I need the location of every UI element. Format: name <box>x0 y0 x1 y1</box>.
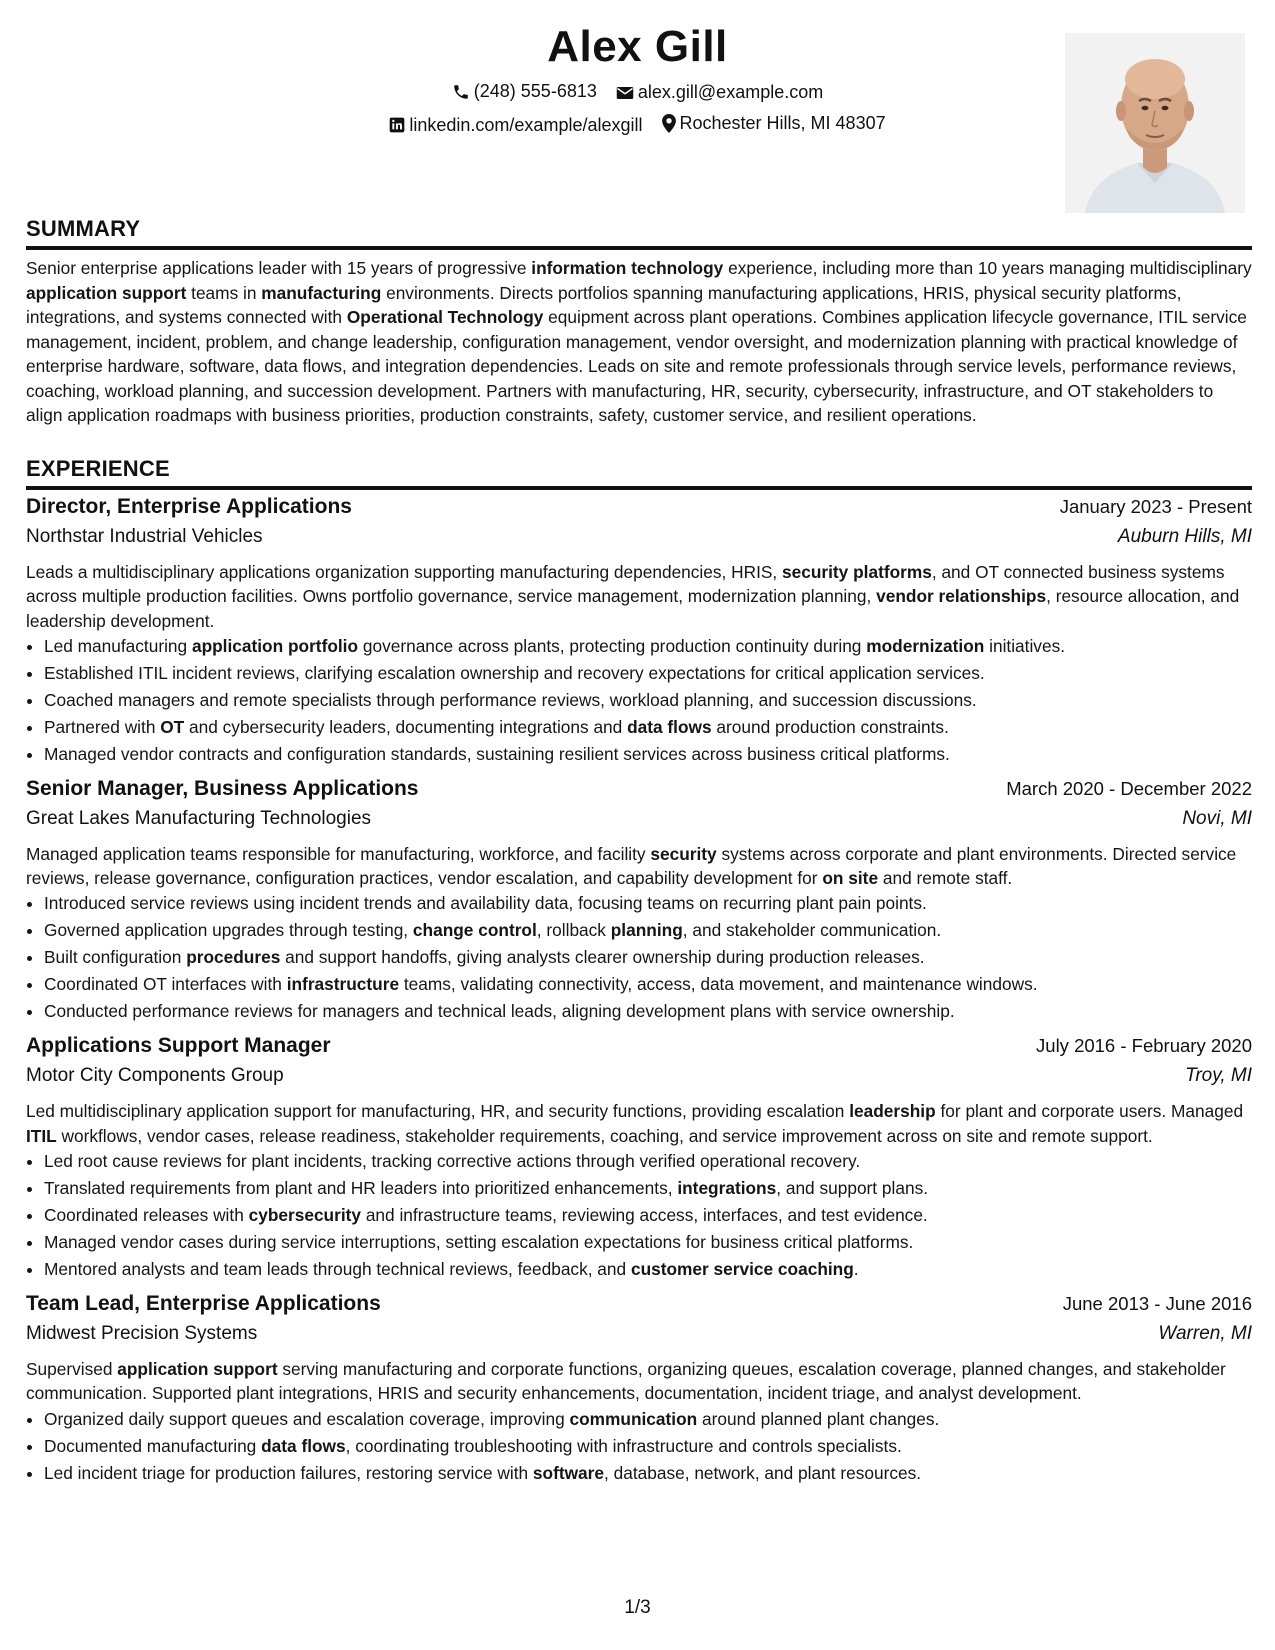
bullet-item: • Established ITIL incident reviews, clarifying escalation ownership and recovery expectations for critical application services. <box>44 660 1252 687</box>
job-subheader <box>26 808 1252 838</box>
job-location: Warren, MI <box>1158 1323 1252 1345</box>
experience-list <box>26 495 1252 1487</box>
phone-icon <box>452 83 470 101</box>
page-number: 1/3 <box>624 1597 651 1618</box>
job-location: Auburn Hills, MI <box>1117 526 1252 547</box>
job-description: Led multidisciplinary application support for manufacturing, HR, and security functions, providing escalation leadership for plant and corporate users. Managed ITIL workflows, vendor cases, release readiness, stakeholder requirements, coaching, and service improvement across on site and remote support. <box>26 1101 1244 1146</box>
job-title: Director, Enterprise Applications <box>26 495 352 518</box>
bullet-item: • Built configuration procedures and support handoffs, giving analysts clearer ownership during production releases. <box>44 944 1252 971</box>
bullet-item: • Mentored analysts and team leads through technical reviews, feedback, and customer service coaching. <box>44 1256 1252 1283</box>
job-description: Supervised application support serving manufacturing and corporate functions, organizing queues, escalation coverage, planned changes, and stakeholder communication. Supported plant integrations, HRIS and security enhancements, documentation, incident triage, and analyst development. <box>26 1359 1226 1404</box>
bullet-item: • Partnered with OT and cybersecurity leaders, documenting integrations and data flows around production constraints. <box>44 714 1252 741</box>
email-link[interactable]: alex.gill@example.com <box>637 82 824 102</box>
address-contact <box>662 113 886 134</box>
job-title: Team Lead, Enterprise Applications <box>26 1292 381 1316</box>
bullet-item: • Coached managers and remote specialists through performance reviews, workload planning, and succession discussions. <box>44 687 1252 714</box>
bullet-item: • Introduced service reviews using incident trends and availability data, focusing teams on recurring plant pain points. <box>44 890 1252 917</box>
bullet-item: • Led root cause reviews for plant incidents, tracking corrective actions through verified operational recovery. <box>44 1148 1252 1175</box>
bullet-item: • Led manufacturing application portfolio governance across plants, protecting production continuity during modernization initiatives. <box>44 633 1252 660</box>
job-dates: January 2023 - Present <box>1059 496 1252 517</box>
address-text: Rochester Hills, MI 48307 <box>679 113 886 133</box>
company-name: Northstar Industrial Vehicles <box>26 526 263 547</box>
bullet-item: • Conducted performance reviews for managers and technical leads, aligning development plans with service ownership. <box>44 998 1252 1025</box>
bullet-item: • Organized daily support queues and escalation coverage, improving communication around planned plant changes. <box>44 1406 1252 1433</box>
job-dates: March 2020 - December 2022 <box>1006 777 1252 799</box>
job-header <box>26 1292 1252 1323</box>
map-pin-icon <box>662 114 676 133</box>
experience-heading: EXPERIENCE <box>26 456 1252 490</box>
job-entry <box>26 495 1252 768</box>
bullet-item: • Managed vendor contracts and configuration standards, sustaining resilient services across business critical platforms. <box>44 741 1252 768</box>
job-header <box>26 495 1252 526</box>
job-entry <box>26 1034 1252 1283</box>
phone-contact <box>452 81 597 102</box>
email-contact[interactable] <box>616 82 823 103</box>
job-title: Senior Manager, Business Applications <box>26 776 419 800</box>
job-description: Managed application teams responsible for manufacturing, workforce, and facility security systems across corporate and plant environments. Directed service reviews, release governance, configuration practices, vendor escalation, and capability development for on site and remote staff. <box>26 843 1237 889</box>
job-subheader <box>26 1065 1252 1095</box>
bullet-item: • Coordinated OT interfaces with infrastructure teams, validating connectivity, access, data movement, and maintenance windows. <box>44 971 1252 998</box>
envelope-icon <box>616 85 634 101</box>
job-bullets <box>26 633 1252 768</box>
bullet-item: • Coordinated releases with cybersecurity and infrastructure teams, reviewing access, interfaces, and test evidence. <box>44 1202 1252 1229</box>
experience-section <box>26 456 1252 1487</box>
job-location: Novi, MI <box>1182 807 1252 829</box>
bullet-item: • Governed application upgrades through testing, change control, rollback planning, and stakeholder communication. <box>44 917 1252 944</box>
job-dates: June 2013 - June 2016 <box>1062 1293 1252 1315</box>
job-subheader <box>26 1323 1252 1353</box>
company-name: Midwest Precision Systems <box>26 1323 258 1345</box>
summary-heading: SUMMARY <box>26 216 1252 250</box>
job-entry <box>26 1292 1252 1487</box>
job-dates: July 2016 - February 2020 <box>1036 1035 1252 1057</box>
linkedin-contact[interactable] <box>389 115 642 136</box>
job-description: Leads a multidisciplinary applications organization supporting manufacturing dependencies, HRIS, security platforms, and OT connected business systems across multiple production facilities. Owns portfolio governance, service management, modernization planning, vendor relationships, resource allocation, and leadership development. <box>26 562 1240 631</box>
bullet-item: • Translated requirements from plant and HR leaders into prioritized enhancements, integrations, and support plans. <box>44 1175 1252 1202</box>
job-location: Troy, MI <box>1185 1065 1252 1087</box>
job-entry <box>26 777 1252 1026</box>
bullet-item: • Led incident triage for production failures, restoring service with software, database, network, and plant resources. <box>44 1460 1252 1487</box>
profile-photo <box>1065 33 1245 213</box>
job-subheader <box>26 526 1252 556</box>
job-header <box>26 1034 1252 1065</box>
job-header <box>26 777 1252 808</box>
company-name: Great Lakes Manufacturing Technologies <box>26 807 372 829</box>
summary-text: Senior enterprise applications leader with 15 years of progressive information technology experience, including more than 10 years managing multidisciplinary application support teams in manufacturing environments. Directs portfolios spanning manufacturing applications, HRIS, physical security platforms, integrations, and systems connected with Operational Technology equipment across plant operations. Combines application lifecycle governance, ITIL service management, incident, problem, and change leadership, configuration management, vendor oversight, and modernization planning with practical knowledge of enterprise hardware, software, data flows, and integration dependencies. Leads on site and remote professionals through service levels, performance reviews, coaching, workload planning, and succession development. Partners with manufacturing, HR, security, cybersecurity, infrastructure, and OT stakeholders to align application roadmaps with business priorities, production constraints, safety, customer service, and resilient operations. <box>26 258 1252 425</box>
job-title: Applications Support Manager <box>26 1034 331 1058</box>
bullet-item: • Managed vendor cases during service interruptions, setting escalation expectations for business critical platforms. <box>44 1229 1252 1256</box>
job-bullets <box>26 1406 1252 1487</box>
company-name: Motor City Components Group <box>26 1065 284 1087</box>
job-bullets <box>26 1148 1252 1283</box>
job-bullets <box>26 890 1252 1025</box>
linkedin-icon <box>389 117 405 133</box>
linkedin-link[interactable]: linkedin.com/example/alexgill <box>409 114 643 135</box>
summary-section <box>26 216 1252 428</box>
candidate-name: Alex Gill <box>547 22 728 71</box>
bullet-item: • Documented manufacturing data flows, coordinating troubleshooting with infrastructure and controls specialists. <box>44 1433 1252 1460</box>
phone-number: (248) 555-6813 <box>473 81 597 101</box>
